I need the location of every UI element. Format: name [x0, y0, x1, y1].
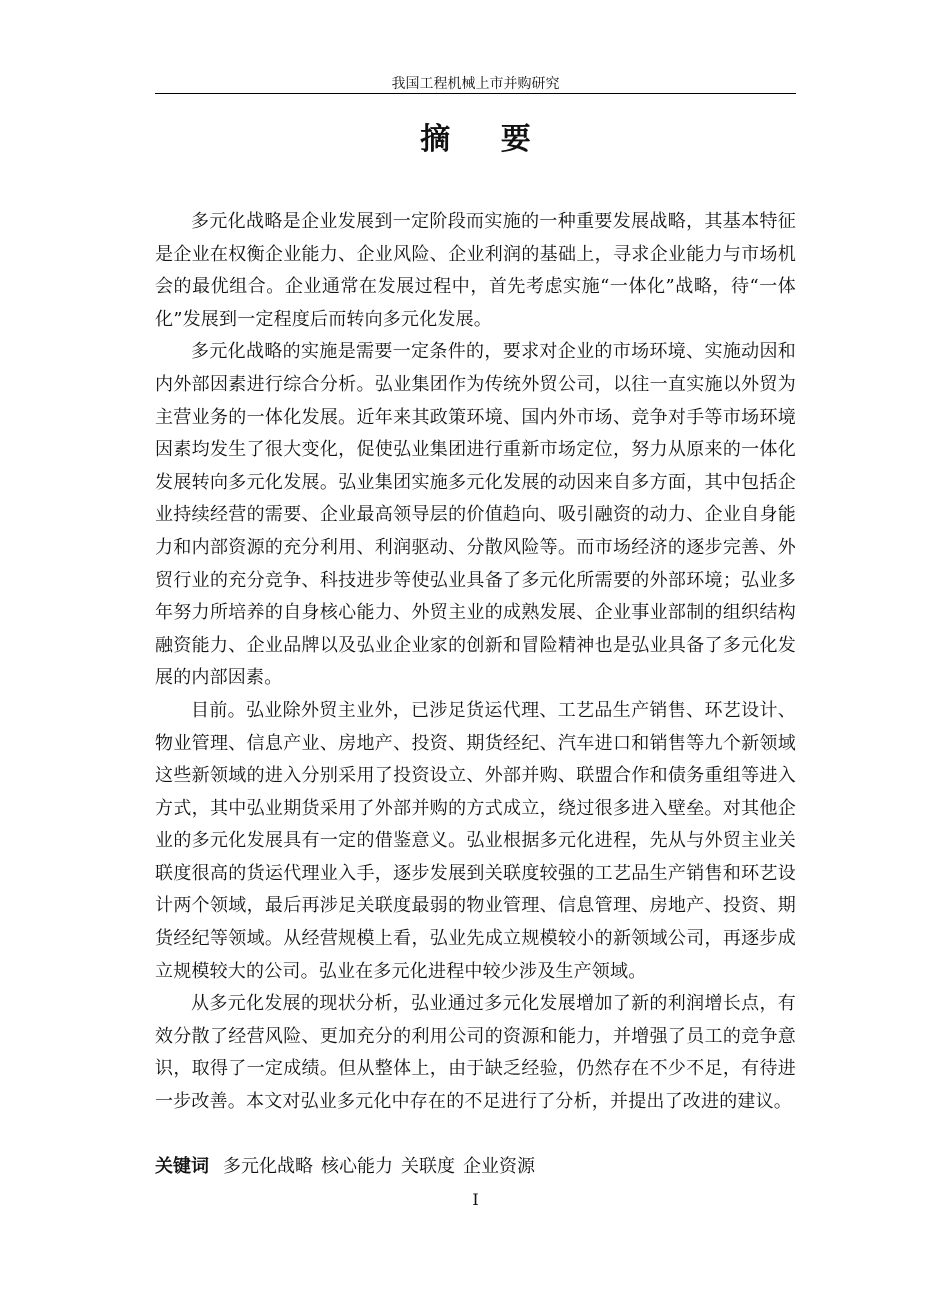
page-number: I — [472, 1190, 479, 1209]
keyword: 核心能力 — [321, 1156, 393, 1177]
paragraph-3: 目前。弘业除外贸主业外，已涉足货运代理、工艺品生产销售、环艺设计、物业管理、信息产业、房地产、投资、期货经纪、汽车进口和销售等九个新领域这些新领域的进入分别采用了投资设立、外部并购、联盟合作和债务重组等进入方式，其中弘业期货采用了外部并购的方式成立，绕过很多进入壁垒。对其他企业的多元化发展具有一定的借鉴意义。弘业根据多元化进程，先从与外贸主业关联度很高的货运代理业入手，逐步发展到关联度较强的工艺品生产销售和环艺设计两个领域，最后再涉足关联度最弱的物业管理、信息管理、房地产、投资、期货经纪等领域。从经营规模上看，弘业先成立规模较小的新领域公司，再逐步成立规模较大的公司。弘业在多元化进程中较少涉及生产领域。 — [155, 699, 796, 982]
paragraph-4: 从多元化发展的现状分析，弘业通过多元化发展增加了新的利润增长点，有效分散了经营风险、更加充分的利用公司的资源和能力，并增强了员工的竞争意识，取得了一定成绩。但从整体上，由于缺乏经验，仍然存在不少不足，有待进一步改善。本文对弘业多元化中存在的不足进行了分析，并提出了改进的建议。 — [155, 993, 796, 1113]
keyword: 多元化战略 — [223, 1156, 313, 1177]
header-rule — [155, 93, 796, 94]
keywords-line — [155, 1155, 543, 1179]
keyword: 企业资源 — [463, 1156, 535, 1177]
paragraph-2: 多元化战略的实施是需要一定条件的，要求对企业的市场环境、实施动因和内外部因素进行综合分析。弘业集团作为传统外贸公司，以往一直实施以外贸为主营业务的一体化发展。近年来其政策环境、国内外市场、竞争对手等市场环境因素均发生了很大变化，促使弘业集团进行重新市场定位，努力从原来的一体化发展转向多元化发展。弘业集团实施多元化发展的动因来自多方面，其中包括企业持续经营的需要、企业最高领导层的价值趋向、吸引融资的动力、企业自身能力和内部资源的充分利用、利润驱动、分散风险等。而市场经济的逐步完善、外贸行业的充分竞争、科技进步等使弘业具备了多元化所需要的外部环境；弘业多年努力所培养的自身核心能力、外贸主业的成熟发展、企业事业部制的组织结构融资能力、企业品牌以及弘业企业家的创新和冒险精神也是弘业具备了多元化发展的内部因素。 — [155, 341, 796, 689]
keyword: 关联度 — [401, 1156, 455, 1177]
abstract-body — [155, 206, 796, 1119]
running-header: 我国工程机械上市并购研究 — [391, 76, 560, 92]
abstract-title: 摘 要 — [420, 122, 551, 157]
keywords-label: 关键词 — [155, 1156, 209, 1177]
paragraph-1: 多元化战略是企业发展到一定阶段而实施的一种重要发展战略，其基本特征是企业在权衡企业能力、企业风险、企业利润的基础上，寻求企业能力与市场机会的最优组合。企业通常在发展过程中，首先考虑实施“一体化”战略，待“一体化”发展到一定程度后而转向多元化发展。 — [155, 211, 796, 330]
